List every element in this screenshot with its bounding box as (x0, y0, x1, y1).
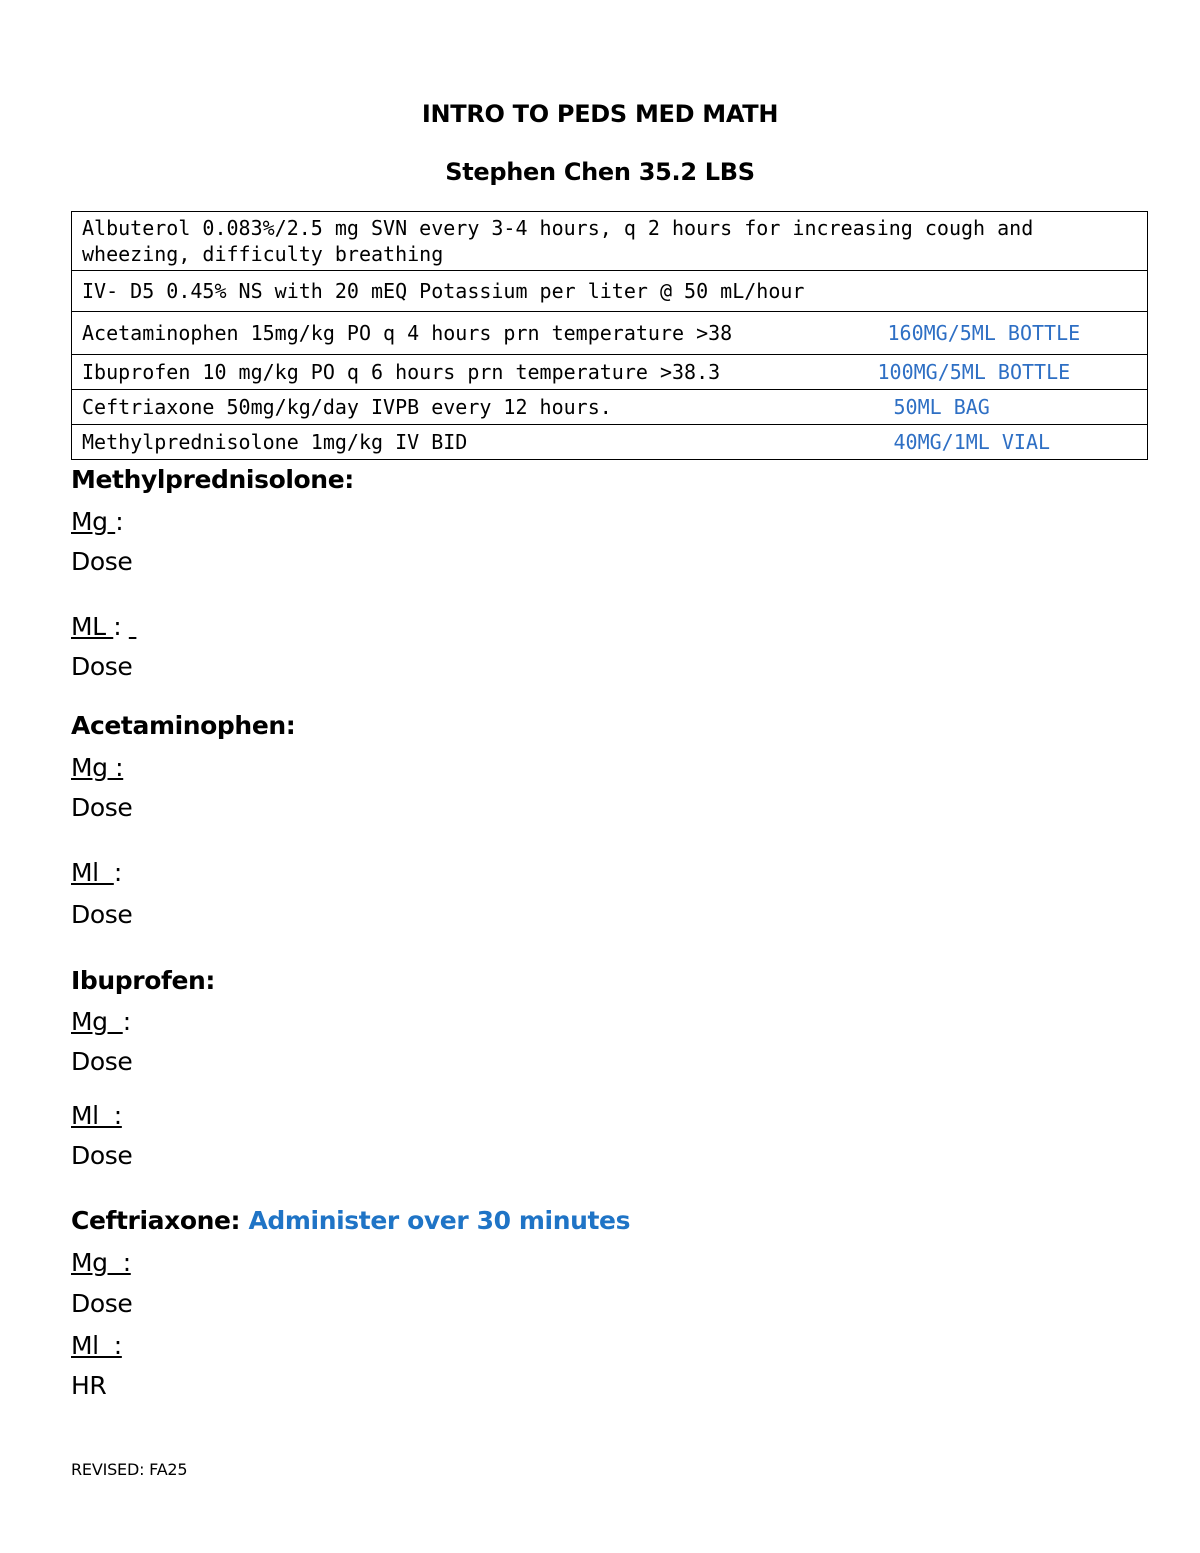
order-row-iv-fluid (72, 271, 1148, 312)
mg-label: Mg : (71, 753, 124, 782)
ml-line (71, 858, 122, 887)
ml-label: ML (71, 612, 114, 641)
order-text: IV- D5 0.45% NS with 20 mEQ Potassium per liter @ 50 mL/hour (72, 271, 1148, 312)
mg-line (71, 507, 123, 536)
mg-dose-label: Dose (71, 1289, 133, 1318)
order-text: Acetaminophen 15mg/kg PO q 4 hours prn temperature >38 (72, 312, 878, 355)
order-row-acetaminophen (72, 312, 1148, 355)
ml-label: Ml : (71, 1331, 122, 1360)
mg-colon: : (122, 1007, 131, 1036)
ml-colon: : (113, 858, 122, 887)
mg-dose-label: Dose (71, 547, 133, 576)
section-title-acetaminophen: Acetaminophen: (71, 711, 296, 740)
ml-label: Ml : (71, 1101, 122, 1130)
page-title: INTRO TO PEDS MED MATH (421, 100, 779, 128)
ml-line (71, 612, 136, 641)
mg-line (71, 753, 123, 782)
ml-line (71, 1331, 122, 1360)
ml-dose-label: Dose (71, 652, 133, 681)
ml-label: Ml (71, 858, 114, 887)
ml-colon: : (113, 612, 129, 641)
administration-note: Administer over 30 minutes (248, 1206, 631, 1235)
section-title-ibuprofen: Ibuprofen: (71, 966, 216, 995)
order-row-ibuprofen (72, 355, 1148, 390)
order-row-methylprednisolone (72, 425, 1148, 460)
supply-label: 100MG/5ML BOTTLE (878, 355, 1148, 390)
section-title-ceftriaxone (71, 1206, 630, 1235)
ml-dose-label: Dose (71, 900, 133, 929)
ml-dose-label: Dose (71, 1141, 133, 1170)
revision-footer: REVISED: FA25 (71, 1460, 188, 1479)
mg-line (71, 1248, 131, 1277)
patient-name-weight: Stephen Chen 35.2 LBS (445, 158, 755, 186)
order-text: Ceftriaxone 50mg/kg/day IVPB every 12 hours. (72, 390, 878, 425)
ml-line (71, 1101, 122, 1130)
order-row-ceftriaxone (72, 390, 1148, 425)
supply-label: 50ML BAG (878, 390, 1148, 425)
section-title-text: Ceftriaxone: (71, 1206, 249, 1235)
section-title-methylprednisolone: Methylprednisolone: (71, 465, 354, 494)
medication-orders-table (71, 211, 1148, 460)
supply-label: 40MG/1ML VIAL (878, 425, 1148, 460)
order-text: Methylprednisolone 1mg/kg IV BID (72, 425, 878, 460)
mg-line (71, 1007, 131, 1036)
mg-label: Mg : (71, 1248, 131, 1277)
order-text: Ibuprofen 10 mg/kg PO q 6 hours prn temperature >38.3 (72, 355, 878, 390)
order-row-albuterol (72, 212, 1148, 271)
mg-colon: : (115, 507, 124, 536)
mg-dose-label: Dose (71, 793, 133, 822)
mg-dose-label: Dose (71, 1047, 133, 1076)
order-text: Albuterol 0.083%/2.5 mg SVN every 3-4 hours, q 2 hours for increasing cough and wheezing, difficulty breathing (72, 212, 1148, 271)
mg-label: Mg (71, 507, 116, 536)
hr-label: HR (71, 1371, 107, 1400)
mg-label: Mg (71, 1007, 123, 1036)
supply-label: 160MG/5ML BOTTLE (878, 312, 1148, 355)
ml-blank (129, 612, 137, 641)
